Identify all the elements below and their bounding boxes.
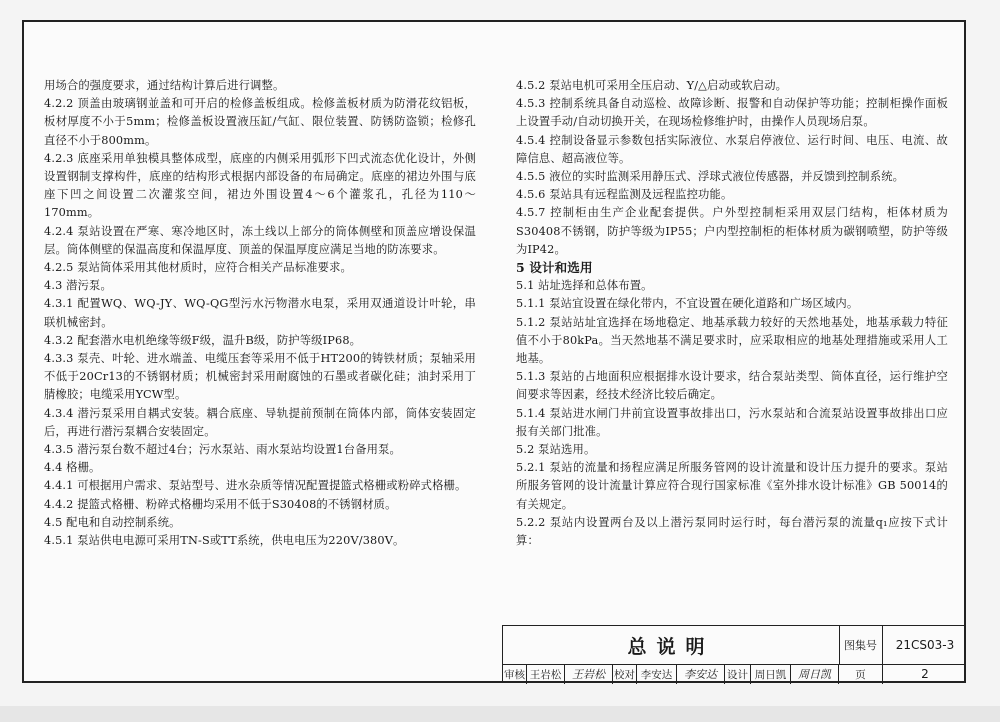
right-para-2: 4.5.4 控制设备显示参数包括实际液位、水泵启停液位、运行时间、电压、电流、故障信息、超高液位等。 [516,133,948,165]
designer-name: 周日凯 [751,664,791,684]
left-para-7: 4.3.2 配套潜水电机绝缘等级F级，温升B级，防护等级IP68。 [44,333,362,347]
left-para-6: 4.3.1 配置WQ、WQ-JY、WQ-QG型污水污物潜水电泵，采用双通道设计叶轮，串联机械密封。 [44,297,476,329]
review-label: 审核 [503,664,527,684]
left-para-12: 4.4.1 可根据用户需求、泵站型号、进水杂质等情况配置提篮式格栅或粉碎式格栅。 [44,479,467,493]
title-block-signature-row [503,664,966,684]
check-label: 校对 [613,664,637,684]
left-para-4: 4.2.5 泵站筒体采用其他材质时，应符合相关产品标准要求。 [44,261,352,275]
right-para-11: 5.1.4 泵站进水闸门井前宜设置事故排出口，污水泵站和合流泵站设置事故排出口应报有关部门批准。 [516,406,948,438]
reviewer-signature: 王岩松 [565,664,613,684]
drawing-title: 总说明 [503,626,840,664]
left-para-2: 4.2.3 底座采用单独模具整体成型，底座的内侧采用弧形下凹式流态优化设计，外侧设置钢制支撑构件，底座的结构形式根据内部设备的布局确定。底座的裙边外围与底座下凹之间设置二次灌浆空间，裙边外围设置4～6个灌浆孔，孔径为110～170mm。 [44,151,476,220]
right-para-14: 5.2.2 泵站内设置两台及以上潜污泵同时运行时，每台潜污泵的流量q₁应按下式计算： [516,515,948,548]
atlas-number: 21CS03-3 [895,638,955,652]
left-para-3: 4.2.4 泵站设置在严寒、寒冷地区时，冻土线以上部分的筒体侧壁和顶盖应增设保温层。筒体侧壁的保温高度和保温厚度、顶盖的保温厚度应满足当地的防冻要求。 [44,224,476,256]
checker-signature: 李安达 [677,664,725,684]
right-para-5: 4.5.7 控制柜由生产企业配套提供。户外型控制柜采用双层门结构，柜体材质为S30408不锈钢，防护等级为IP55；户内型控制柜的柜体材质为碳钢喷塑，防护等级为IP42。 [516,206,948,256]
atlas-number-label: 图集号 [839,626,883,664]
reviewer-name: 王岩松 [527,664,565,684]
left-para-11: 4.4 格栅。 [44,461,101,475]
title-block [502,625,966,683]
section-5-heading: 5 设计和选用 [516,260,593,276]
right-text-column [516,77,948,550]
design-label: 设计 [725,664,751,684]
left-para-9: 4.3.4 潜污泵采用自耦式安装。耦合底座、导轨提前预制在筒体内部，筒体安装固定后，再进行潜污泵耦合安装固定。 [44,406,476,438]
left-para-14: 4.5 配电和自动控制系统。 [44,515,181,529]
right-para-7: 5.1 站址选择和总体布置。 [516,279,653,293]
right-para-13: 5.2.1 泵站的流量和扬程应满足所服务管网的设计流量和设计压力提升的要求。泵站所服务管网的设计流量计算应符合现行国家标准《室外排水设计标准》GB 50014的有关规定。 [516,461,948,511]
page-number: 2 [921,667,929,681]
left-para-0: 用场合的强度要求，通过结构计算后进行调整。 [44,79,285,92]
right-para-8: 5.1.1 泵站宜设置在绿化带内，不宜设置在硬化道路和广场区域内。 [516,297,859,311]
left-para-15: 4.5.1 泵站供电电源可采用TN-S或TT系统，供电电压为220V/380V。 [44,534,405,548]
page-label: 页 [839,664,883,684]
checker-name: 李安达 [637,664,677,684]
right-para-1: 4.5.3 控制系统具备自动巡检、故障诊断、报警和自动保护等功能；控制柜操作面板上设置手动/自动切换开关，在现场检修维护时，由操作人员现场启泵。 [516,97,948,129]
right-para-9: 5.1.2 泵站站址宜选择在场地稳定、地基承载力较好的天然地基处，地基承载力特征值不小于80kPa。当天然地基不满足要求时，应采取相应的地基处理措施或采用人工地基。 [516,315,948,366]
bottom-strip [0,706,1000,722]
right-para-3: 4.5.5 液位的实时监测采用静压式、浮球式液位传感器，并反馈到控制系统。 [516,170,905,184]
title-block-top-row [503,626,966,665]
designer-signature: 周日凯 [791,664,839,684]
drawing-sheet [22,20,966,683]
left-para-8: 4.3.3 泵壳、叶轮、进水端盖、电缆压套等采用不低于HT200的铸铁材质；泵轴采用不低于20Cr13的不锈钢材质；机械密封采用耐腐蚀的石墨或者碳化硅；油封采用丁腈橡胶；电缆采用YCW型。 [44,352,476,402]
left-text-column [44,77,476,550]
right-para-12: 5.2 泵站选用。 [516,443,596,457]
left-para-13: 4.4.2 提篮式格栅、粉碎式格栅均采用不低于S30408的不锈钢材质。 [44,497,397,511]
right-para-4: 4.5.6 泵站具有远程监测及远程监控功能。 [516,188,733,202]
right-para-0: 4.5.2 泵站电机可采用全压启动、Y/△启动或软启动。 [516,79,788,92]
left-para-5: 4.3 潜污泵。 [44,279,112,293]
right-para-10: 5.1.3 泵站的占地面积应根据排水设计要求，结合泵站类型、筒体直径，运行维护空间要求等因素，经技术经济比较后确定。 [516,370,948,402]
left-para-1: 4.2.2 顶盖由玻璃钢並盖和可开启的检修盖板组成。检修盖板材质为防滑花纹铝板，板材厚度不小于5mm；检修盖板设置液压缸/气缸、限位装置、防锈防盗锁；检修孔直径不小于800mm。 [44,97,476,147]
left-para-10: 4.3.5 潜污泵台数不超过4台；污水泵站、雨水泵站均设置1台备用泵。 [44,443,401,457]
